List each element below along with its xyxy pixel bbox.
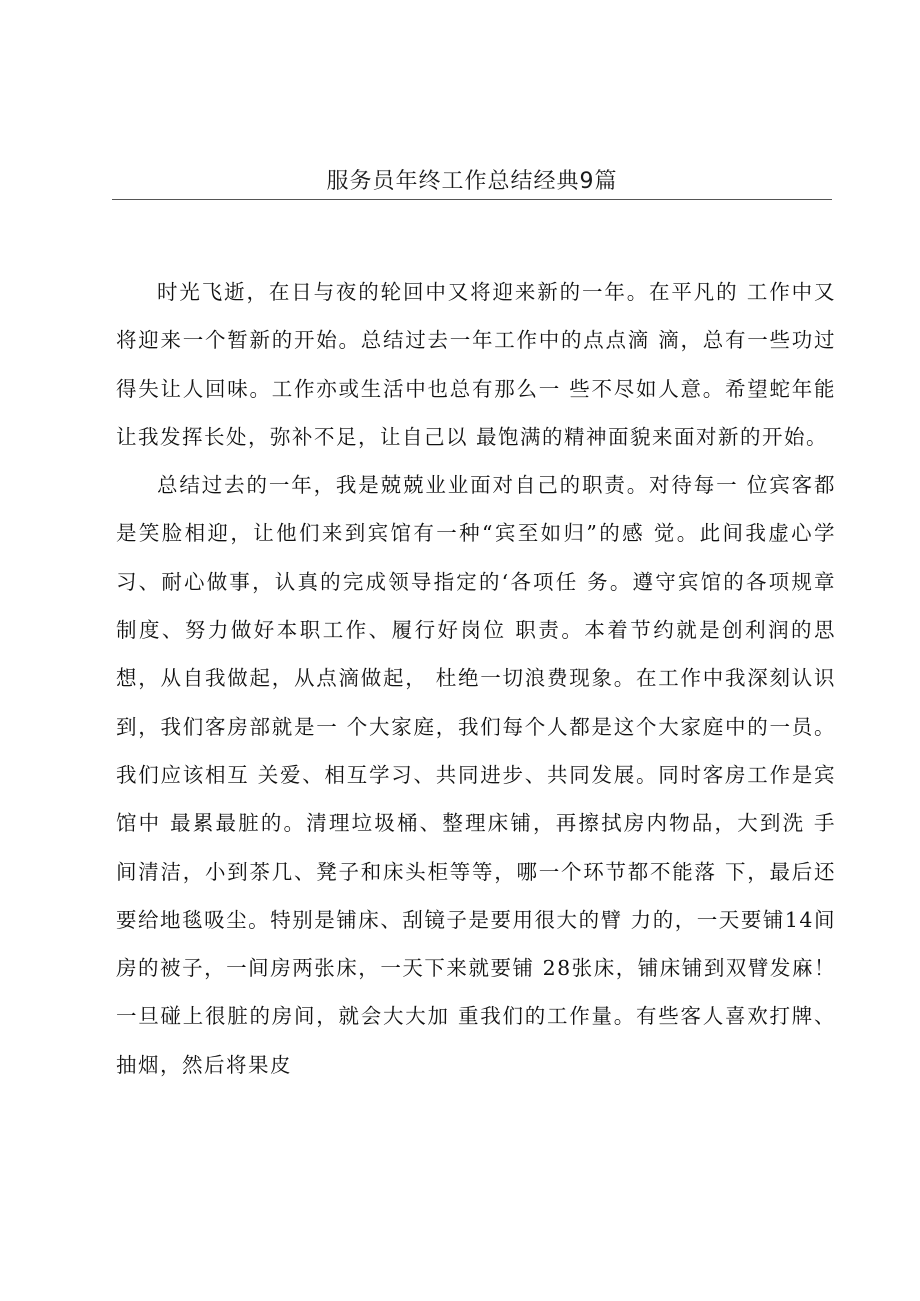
body-paragraph-2: 总结过去的一年，我是兢兢业业面对自己的职责。对待每一 位宾客都是笑脸相迎，让他们来到宾馆有一种“宾至如归”的感 觉。此间我虚心学习、耐心做事，认真的完成领导指定的‘各项任 务。遵守宾馆的各项规章制度、努力做好本职工作、履行好岗位 职责。本着节约就是创利润的思想，从自我做起，从点滴做起， 杜绝一切浪费现象。在工作中我深刻认识到，我们客房部就是一 个大家庭，我们每个人都是这个大家庭中的一员。我们应该相互 关爱、相互学习、共同进步、共同发展。同时客房工作是宾馆中 最累最脏的。清理垃圾桶、整理床铺，再擦拭房内物品，大到洗 手间清洁，小到茶几、凳子和床头柜等等，哪一个环节都不能落 下，最后还要给地毯吸尘。特别是铺床、刮镜子是要用很大的臂 力的，一天要铺14间房的被子，一间房两张床，一天下来就要铺 28张床，铺床铺到双臂发麻！ 一旦碰上很脏的房间，就会大大加 重我们的工作量。有些客人喜欢打牌、抽烟，然后将果皮	[116, 473, 836, 1077]
document-title: 服务员年终工作总结经典9篇	[326, 169, 618, 194]
document-header	[112, 168, 832, 202]
body-paragraph-1: 时光飞逝，在日与夜的轮回中又将迎来新的一年。在平凡的 工作中又将迎来一个暂新的开始。总结过去一年工作中的点点滴 滴，总有一些功过得失让人回味。工作亦或生活中也总有那么一 些不尽如人意。希望蛇年能让我发挥长处，弥补不足，让自己以 最饱满的精神面貌来面对新的开始。	[116, 280, 836, 449]
document-body	[116, 268, 836, 1089]
header-divider	[112, 199, 832, 200]
